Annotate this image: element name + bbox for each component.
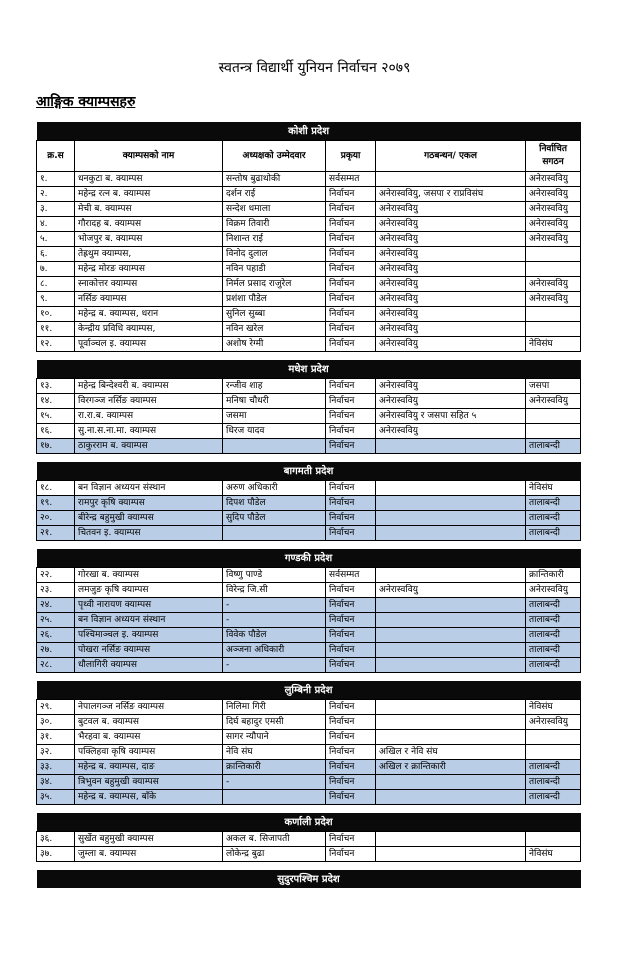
table-row bbox=[37, 775, 581, 790]
president-candidate-cell: विक्रम तिवारी bbox=[223, 217, 326, 232]
serial-number-cell: १२. bbox=[37, 337, 75, 352]
elected-organization-cell: अनेरास्ववियु bbox=[526, 394, 581, 409]
process-cell: निर्वाचन bbox=[326, 307, 376, 322]
process-cell: निर्वाचन bbox=[326, 394, 376, 409]
alliance-cell: अनेरास्ववियु bbox=[376, 217, 526, 232]
campus-name-cell: पक्लिहवा कृषि क्याम्पस bbox=[75, 745, 223, 760]
table-row bbox=[37, 511, 581, 526]
serial-number-cell: ३. bbox=[37, 202, 75, 217]
elected-organization-cell bbox=[526, 322, 581, 337]
elected-organization-cell bbox=[526, 730, 581, 745]
president-candidate-cell: विनोद दुलाल bbox=[223, 247, 326, 262]
campus-name-cell: मेची ब. क्याम्पस bbox=[75, 202, 223, 217]
serial-number-cell: ३७. bbox=[37, 847, 75, 862]
elected-organization-cell: अनेरास्ववियु bbox=[526, 715, 581, 730]
alliance-cell: अनेरास्ववियु bbox=[376, 583, 526, 598]
alliance-cell: अनेरास्ववियु bbox=[376, 202, 526, 217]
section-heading: आङ्गिक क्याम्पसहरु bbox=[36, 94, 136, 110]
alliance-cell bbox=[376, 790, 526, 805]
president-candidate-cell: सन्देश धमाला bbox=[223, 202, 326, 217]
campus-name-cell: स्नाकोत्तर क्याम्पस bbox=[75, 277, 223, 292]
table-row bbox=[37, 790, 581, 805]
campus-name-cell: चितवन इ. क्याम्पस bbox=[75, 526, 223, 541]
campus-name-cell: गौरादह ब. क्याम्पस bbox=[75, 217, 223, 232]
alliance-cell bbox=[376, 496, 526, 511]
elected-organization-cell: तालाबन्दी bbox=[526, 496, 581, 511]
alliance-cell bbox=[376, 613, 526, 628]
elected-organization-cell: अनेरास्ववियु bbox=[526, 187, 581, 202]
province-row bbox=[37, 462, 581, 481]
table-row bbox=[37, 481, 581, 496]
alliance-cell bbox=[376, 730, 526, 745]
serial-number-cell: २८. bbox=[37, 658, 75, 673]
serial-number-cell: ३५. bbox=[37, 790, 75, 805]
serial-number-cell: ३३. bbox=[37, 760, 75, 775]
alliance-cell bbox=[376, 172, 526, 187]
table-row bbox=[37, 277, 581, 292]
serial-number-cell: २७. bbox=[37, 643, 75, 658]
campus-name-cell: पूर्वाञ्चल इ. क्याम्पस bbox=[75, 337, 223, 352]
serial-number-cell: १०. bbox=[37, 307, 75, 322]
president-candidate-cell bbox=[223, 526, 326, 541]
elected-organization-cell: अनेरास्ववियु bbox=[526, 277, 581, 292]
province-banner: कोशी प्रदेश bbox=[37, 122, 581, 141]
section-gap bbox=[37, 541, 581, 550]
process-cell: निर्वाचन bbox=[326, 217, 376, 232]
table-row bbox=[37, 745, 581, 760]
campus-name-cell: बीरेन्द्र बहुमुखी क्याम्पस bbox=[75, 511, 223, 526]
alliance-cell: अखिल र नेवि संघ bbox=[376, 745, 526, 760]
serial-number-cell: ५. bbox=[37, 232, 75, 247]
table-row bbox=[37, 832, 581, 847]
process-cell: सर्वसम्मत bbox=[326, 568, 376, 583]
elected-organization-cell: तालाबन्दी bbox=[526, 643, 581, 658]
alliance-cell bbox=[376, 775, 526, 790]
table-row bbox=[37, 628, 581, 643]
table-row bbox=[37, 439, 581, 454]
column-header-campus-name: क्याम्पसको नाम bbox=[75, 141, 223, 172]
process-cell: निर्वाचन bbox=[326, 511, 376, 526]
table-row bbox=[37, 172, 581, 187]
president-candidate-cell: नविन खरेल bbox=[223, 322, 326, 337]
elected-organization-cell: अनेरास्ववियु bbox=[526, 232, 581, 247]
elected-organization-cell: तालाबन्दी bbox=[526, 790, 581, 805]
campus-name-cell: नेपालगञ्ज नर्सिङ क्याम्पस bbox=[75, 700, 223, 715]
elected-organization-cell: तालाबन्दी bbox=[526, 760, 581, 775]
president-candidate-cell: दिर्घ बहादुर एमसी bbox=[223, 715, 326, 730]
table-row bbox=[37, 394, 581, 409]
campus-name-cell: जुम्ला ब. क्याम्पस bbox=[75, 847, 223, 862]
serial-number-cell: २५. bbox=[37, 613, 75, 628]
table-row bbox=[37, 187, 581, 202]
president-candidate-cell: विरेन्द्र जि.सी bbox=[223, 583, 326, 598]
table-row bbox=[37, 292, 581, 307]
table-row bbox=[37, 217, 581, 232]
table-row bbox=[37, 613, 581, 628]
campus-name-cell: महेन्द्र बिन्देश्वरी ब. क्याम्पस bbox=[75, 379, 223, 394]
process-cell: सर्वसम्मत bbox=[326, 172, 376, 187]
president-candidate-cell: सुनिल सुब्बा bbox=[223, 307, 326, 322]
page-title: स्वतन्त्र विद्यार्थी युनियन निर्वाचन २०७९ bbox=[218, 60, 411, 76]
process-cell: निर्वाचन bbox=[326, 439, 376, 454]
column-header-elected-organization: निर्वाचित सगठन bbox=[526, 141, 581, 172]
process-cell: निर्वाचन bbox=[326, 409, 376, 424]
process-cell: निर्वाचन bbox=[326, 745, 376, 760]
elected-organization-cell: तालाबन्दी bbox=[526, 775, 581, 790]
president-candidate-cell: रन्जीव शाह bbox=[223, 379, 326, 394]
province-banner: बागमती प्रदेश bbox=[37, 462, 581, 481]
campus-name-cell: धनकुटा ब. क्याम्पस bbox=[75, 172, 223, 187]
president-candidate-cell: नेवि संघ bbox=[223, 745, 326, 760]
column-header-process: प्रकृया bbox=[326, 141, 376, 172]
process-cell: निर्वाचन bbox=[326, 202, 376, 217]
campus-name-cell: ठाकुरराम ब. क्याम्पस bbox=[75, 439, 223, 454]
table-row bbox=[37, 847, 581, 862]
elected-organization-cell: नेविसंघ bbox=[526, 700, 581, 715]
elected-organization-cell: तालाबन्दी bbox=[526, 439, 581, 454]
alliance-cell bbox=[376, 598, 526, 613]
serial-number-cell: २४. bbox=[37, 598, 75, 613]
president-candidate-cell: जसमा bbox=[223, 409, 326, 424]
elected-organization-cell: नेविसंघ bbox=[526, 337, 581, 352]
table-row bbox=[37, 658, 581, 673]
table-row bbox=[37, 496, 581, 511]
process-cell: निर्वाचन bbox=[326, 583, 376, 598]
process-cell: निर्वाचन bbox=[326, 277, 376, 292]
serial-number-cell: ३४. bbox=[37, 775, 75, 790]
process-cell: निर्वाचन bbox=[326, 481, 376, 496]
serial-number-cell: २२. bbox=[37, 568, 75, 583]
alliance-cell bbox=[376, 643, 526, 658]
elected-organization-cell: तालाबन्दी bbox=[526, 598, 581, 613]
campus-name-cell: भोजपुर ब. क्याम्पस bbox=[75, 232, 223, 247]
province-banner: मधेश प्रदेश bbox=[37, 360, 581, 379]
alliance-cell bbox=[376, 526, 526, 541]
serial-number-cell: २०. bbox=[37, 511, 75, 526]
serial-number-cell: १६. bbox=[37, 424, 75, 439]
alliance-cell bbox=[376, 715, 526, 730]
serial-number-cell: २. bbox=[37, 187, 75, 202]
table-row bbox=[37, 583, 581, 598]
process-cell: निर्वाचन bbox=[326, 247, 376, 262]
table-row bbox=[37, 730, 581, 745]
serial-number-cell: ८. bbox=[37, 277, 75, 292]
serial-number-cell: १३. bbox=[37, 379, 75, 394]
president-candidate-cell bbox=[223, 790, 326, 805]
campus-name-cell: महेन्द्र मोरङ क्याम्पस bbox=[75, 262, 223, 277]
results-table bbox=[36, 122, 581, 888]
campus-name-cell: रा.रा.ब. क्याम्पस bbox=[75, 409, 223, 424]
province-row bbox=[37, 813, 581, 832]
president-candidate-cell: सन्तोष बुढाथोकी bbox=[223, 172, 326, 187]
campus-name-cell: भैरहवा ब. क्याम्पस bbox=[75, 730, 223, 745]
table-row bbox=[37, 322, 581, 337]
table-row bbox=[37, 526, 581, 541]
campus-name-cell: लमजुङ कृषि क्याम्पस bbox=[75, 583, 223, 598]
campus-name-cell: बन विज्ञान अध्ययन संस्थान bbox=[75, 613, 223, 628]
serial-number-cell: ९. bbox=[37, 292, 75, 307]
campus-name-cell: पश्चिमाञ्चल इ. क्याम्पस bbox=[75, 628, 223, 643]
president-candidate-cell: अञ्जना अधिकारी bbox=[223, 643, 326, 658]
elected-organization-cell: तालाबन्दी bbox=[526, 511, 581, 526]
elected-organization-cell bbox=[526, 409, 581, 424]
elected-organization-cell: तालाबन्दी bbox=[526, 658, 581, 673]
serial-number-cell: ६. bbox=[37, 247, 75, 262]
campus-name-cell: पोखरा नर्सिङ क्याम्पस bbox=[75, 643, 223, 658]
serial-number-cell: १. bbox=[37, 172, 75, 187]
campus-name-cell: बन विज्ञान अध्ययन संस्थान bbox=[75, 481, 223, 496]
president-candidate-cell: - bbox=[223, 775, 326, 790]
process-cell: निर्वाचन bbox=[326, 379, 376, 394]
process-cell: निर्वाचन bbox=[326, 847, 376, 862]
serial-number-cell: १९. bbox=[37, 496, 75, 511]
alliance-cell: अनेरास्ववियु bbox=[376, 379, 526, 394]
serial-number-cell: ३१. bbox=[37, 730, 75, 745]
table-row bbox=[37, 409, 581, 424]
president-candidate-cell: - bbox=[223, 658, 326, 673]
table-row bbox=[37, 598, 581, 613]
elected-organization-cell bbox=[526, 832, 581, 847]
table-row bbox=[37, 424, 581, 439]
elected-organization-cell: अनेरास्ववियु bbox=[526, 217, 581, 232]
campus-name-cell: पृथ्वी नारायण क्याम्पस bbox=[75, 598, 223, 613]
serial-number-cell: २३. bbox=[37, 583, 75, 598]
section-gap bbox=[37, 454, 581, 463]
campus-name-cell: रामपुर कृषि क्याम्पस bbox=[75, 496, 223, 511]
president-candidate-cell: अकल ब. सिजापती bbox=[223, 832, 326, 847]
column-header-serial-number: क्र.स bbox=[37, 141, 75, 172]
president-candidate-cell: निशान्त राई bbox=[223, 232, 326, 247]
province-row bbox=[37, 122, 581, 141]
campus-name-cell: महेन्द्र ब. क्याम्पस, बाँके bbox=[75, 790, 223, 805]
elected-organization-cell bbox=[526, 247, 581, 262]
table-row bbox=[37, 247, 581, 262]
column-header-president-candidate: अध्यक्षको उम्मेदवार bbox=[223, 141, 326, 172]
president-candidate-cell: नविन पहाडी bbox=[223, 262, 326, 277]
campus-name-cell: धौलागिरी क्याम्पस bbox=[75, 658, 223, 673]
serial-number-cell: ७. bbox=[37, 262, 75, 277]
process-cell: निर्वाचन bbox=[326, 658, 376, 673]
process-cell: निर्वाचन bbox=[326, 322, 376, 337]
section-gap bbox=[37, 862, 581, 871]
table-row bbox=[37, 307, 581, 322]
alliance-cell: अनेरास्ववियु bbox=[376, 424, 526, 439]
process-cell: निर्वाचन bbox=[326, 643, 376, 658]
elected-organization-cell bbox=[526, 262, 581, 277]
president-candidate-cell: दर्शन राई bbox=[223, 187, 326, 202]
alliance-cell bbox=[376, 847, 526, 862]
campus-name-cell: विरगञ्ज नर्सिङ क्याम्पस bbox=[75, 394, 223, 409]
serial-number-cell: १८. bbox=[37, 481, 75, 496]
process-cell: निर्वाचन bbox=[326, 628, 376, 643]
table-row bbox=[37, 700, 581, 715]
table-row bbox=[37, 715, 581, 730]
section-gap bbox=[37, 673, 581, 682]
president-candidate-cell: अशोष रेग्मी bbox=[223, 337, 326, 352]
serial-number-cell: ३०. bbox=[37, 715, 75, 730]
president-candidate-cell: निलिमा गिरी bbox=[223, 700, 326, 715]
elected-organization-cell: अनेरास्ववियु bbox=[526, 202, 581, 217]
elected-organization-cell: अनेरास्ववियु bbox=[526, 292, 581, 307]
alliance-cell bbox=[376, 832, 526, 847]
alliance-cell: अनेरास्ववियु bbox=[376, 232, 526, 247]
alliance-cell bbox=[376, 700, 526, 715]
elected-organization-cell: नेविसंघ bbox=[526, 481, 581, 496]
alliance-cell bbox=[376, 568, 526, 583]
alliance-cell: अनेरास्ववियु bbox=[376, 337, 526, 352]
campus-name-cell: गोरखा ब. क्याम्पस bbox=[75, 568, 223, 583]
serial-number-cell: १४. bbox=[37, 394, 75, 409]
process-cell: निर्वाचन bbox=[326, 790, 376, 805]
elected-organization-cell: तालाबन्दी bbox=[526, 526, 581, 541]
column-header-row bbox=[37, 141, 581, 172]
campus-name-cell: नर्सिङ क्याम्पस bbox=[75, 292, 223, 307]
province-banner: लुम्बिनी प्रदेश bbox=[37, 681, 581, 700]
serial-number-cell: ३२. bbox=[37, 745, 75, 760]
elected-organization-cell: जसपा bbox=[526, 379, 581, 394]
president-candidate-cell: विष्णु पाण्डे bbox=[223, 568, 326, 583]
president-candidate-cell: क्रान्तिकारी bbox=[223, 760, 326, 775]
campus-name-cell: महेन्द्र ब. क्याम्पस, धरान bbox=[75, 307, 223, 322]
president-candidate-cell bbox=[223, 439, 326, 454]
alliance-cell: अनेरास्ववियु bbox=[376, 247, 526, 262]
process-cell: निर्वाचन bbox=[326, 700, 376, 715]
president-candidate-cell: अरुण अधिकारी bbox=[223, 481, 326, 496]
elected-organization-cell: तालाबन्दी bbox=[526, 613, 581, 628]
alliance-cell bbox=[376, 658, 526, 673]
province-row bbox=[37, 870, 581, 888]
campus-name-cell: केन्द्रीय प्रविधि क्याम्पस, bbox=[75, 322, 223, 337]
province-banner: सुदुरपश्चिम प्रदेश bbox=[37, 870, 581, 888]
serial-number-cell: १७. bbox=[37, 439, 75, 454]
table-row bbox=[37, 232, 581, 247]
results-document bbox=[36, 122, 580, 888]
president-candidate-cell: लोकेन्द्र बुढा bbox=[223, 847, 326, 862]
alliance-cell bbox=[376, 511, 526, 526]
campus-name-cell: महेन्द्र ब. क्याम्पस, दाङ bbox=[75, 760, 223, 775]
elected-organization-cell: अनेरास्ववियु bbox=[526, 172, 581, 187]
campus-name-cell: सु.ना.स.ना.मा. क्याम्पस bbox=[75, 424, 223, 439]
campus-name-cell: महेन्द्र रत्न ब. क्याम्पस bbox=[75, 187, 223, 202]
serial-number-cell: १५. bbox=[37, 409, 75, 424]
president-candidate-cell: विवेक पौडेल bbox=[223, 628, 326, 643]
serial-number-cell: २९. bbox=[37, 700, 75, 715]
table-row bbox=[37, 262, 581, 277]
table-row bbox=[37, 337, 581, 352]
alliance-cell: अनेरास्ववियु र जसपा सहित ५ bbox=[376, 409, 526, 424]
elected-organization-cell: नेविसंघ bbox=[526, 847, 581, 862]
serial-number-cell: २६. bbox=[37, 628, 75, 643]
province-row bbox=[37, 549, 581, 568]
process-cell: निर्वाचन bbox=[326, 760, 376, 775]
president-candidate-cell: मनिषा चौधरी bbox=[223, 394, 326, 409]
province-banner: कर्णाली प्रदेश bbox=[37, 813, 581, 832]
alliance-cell: अनेरास्ववियु bbox=[376, 277, 526, 292]
serial-number-cell: ११. bbox=[37, 322, 75, 337]
process-cell: निर्वाचन bbox=[326, 232, 376, 247]
process-cell: निर्वाचन bbox=[326, 424, 376, 439]
process-cell: निर्वाचन bbox=[326, 496, 376, 511]
president-candidate-cell: दिपश पौडेल bbox=[223, 496, 326, 511]
president-candidate-cell: निर्मल प्रसाद राजुरेल bbox=[223, 277, 326, 292]
elected-organization-cell: अनेरास्ववियु bbox=[526, 583, 581, 598]
process-cell: निर्वाचन bbox=[326, 598, 376, 613]
process-cell: निर्वाचन bbox=[326, 715, 376, 730]
province-row bbox=[37, 360, 581, 379]
alliance-cell: अनेरास्ववियु bbox=[376, 292, 526, 307]
elected-organization-cell bbox=[526, 745, 581, 760]
process-cell: निर्वाचन bbox=[326, 730, 376, 745]
process-cell: निर्वाचन bbox=[326, 262, 376, 277]
alliance-cell: अनेरास्ववियु bbox=[376, 262, 526, 277]
elected-organization-cell: क्रान्तिकारी bbox=[526, 568, 581, 583]
president-candidate-cell: धिरज यादव bbox=[223, 424, 326, 439]
campus-name-cell: बुटवल ब. क्याम्पस bbox=[75, 715, 223, 730]
alliance-cell bbox=[376, 481, 526, 496]
province-banner: गण्डकी प्रदेश bbox=[37, 549, 581, 568]
serial-number-cell: ४. bbox=[37, 217, 75, 232]
section-gap bbox=[37, 352, 581, 361]
alliance-cell: अनेरास्ववियु bbox=[376, 394, 526, 409]
process-cell: निर्वाचन bbox=[326, 613, 376, 628]
section-gap bbox=[37, 805, 581, 814]
president-candidate-cell: - bbox=[223, 613, 326, 628]
table-row bbox=[37, 568, 581, 583]
table-row bbox=[37, 379, 581, 394]
process-cell: निर्वाचन bbox=[326, 832, 376, 847]
president-candidate-cell: सागर न्यौपाने bbox=[223, 730, 326, 745]
campus-name-cell: सुर्खेत बहुमुखी क्याम्पस bbox=[75, 832, 223, 847]
process-cell: निर्वाचन bbox=[326, 187, 376, 202]
province-row bbox=[37, 681, 581, 700]
alliance-cell: अखिल र क्रान्तिकारी bbox=[376, 760, 526, 775]
campus-name-cell: त्रिभुवन बहुमुखी क्याम्पस bbox=[75, 775, 223, 790]
alliance-cell bbox=[376, 439, 526, 454]
elected-organization-cell bbox=[526, 424, 581, 439]
table-row bbox=[37, 202, 581, 217]
elected-organization-cell bbox=[526, 307, 581, 322]
alliance-cell: अनेरास्ववियु bbox=[376, 322, 526, 337]
table-row bbox=[37, 760, 581, 775]
process-cell: निर्वाचन bbox=[326, 337, 376, 352]
column-header-alliance: गठबन्धन/ एकल bbox=[376, 141, 526, 172]
campus-name-cell: तेह्रथुम क्याम्पस, bbox=[75, 247, 223, 262]
serial-number-cell: २१. bbox=[37, 526, 75, 541]
table-row bbox=[37, 643, 581, 658]
serial-number-cell: ३६. bbox=[37, 832, 75, 847]
alliance-cell bbox=[376, 628, 526, 643]
process-cell: निर्वाचन bbox=[326, 292, 376, 307]
process-cell: निर्वाचन bbox=[326, 775, 376, 790]
president-candidate-cell: प्रशंशा पौडेल bbox=[223, 292, 326, 307]
alliance-cell: अनेरास्ववियु, जसपा र राप्रविसंघ bbox=[376, 187, 526, 202]
president-candidate-cell: - bbox=[223, 598, 326, 613]
process-cell: निर्वाचन bbox=[326, 526, 376, 541]
elected-organization-cell: तालाबन्दी bbox=[526, 628, 581, 643]
alliance-cell: अनेरास्ववियु bbox=[376, 307, 526, 322]
president-candidate-cell: सुदिप पौडेल bbox=[223, 511, 326, 526]
